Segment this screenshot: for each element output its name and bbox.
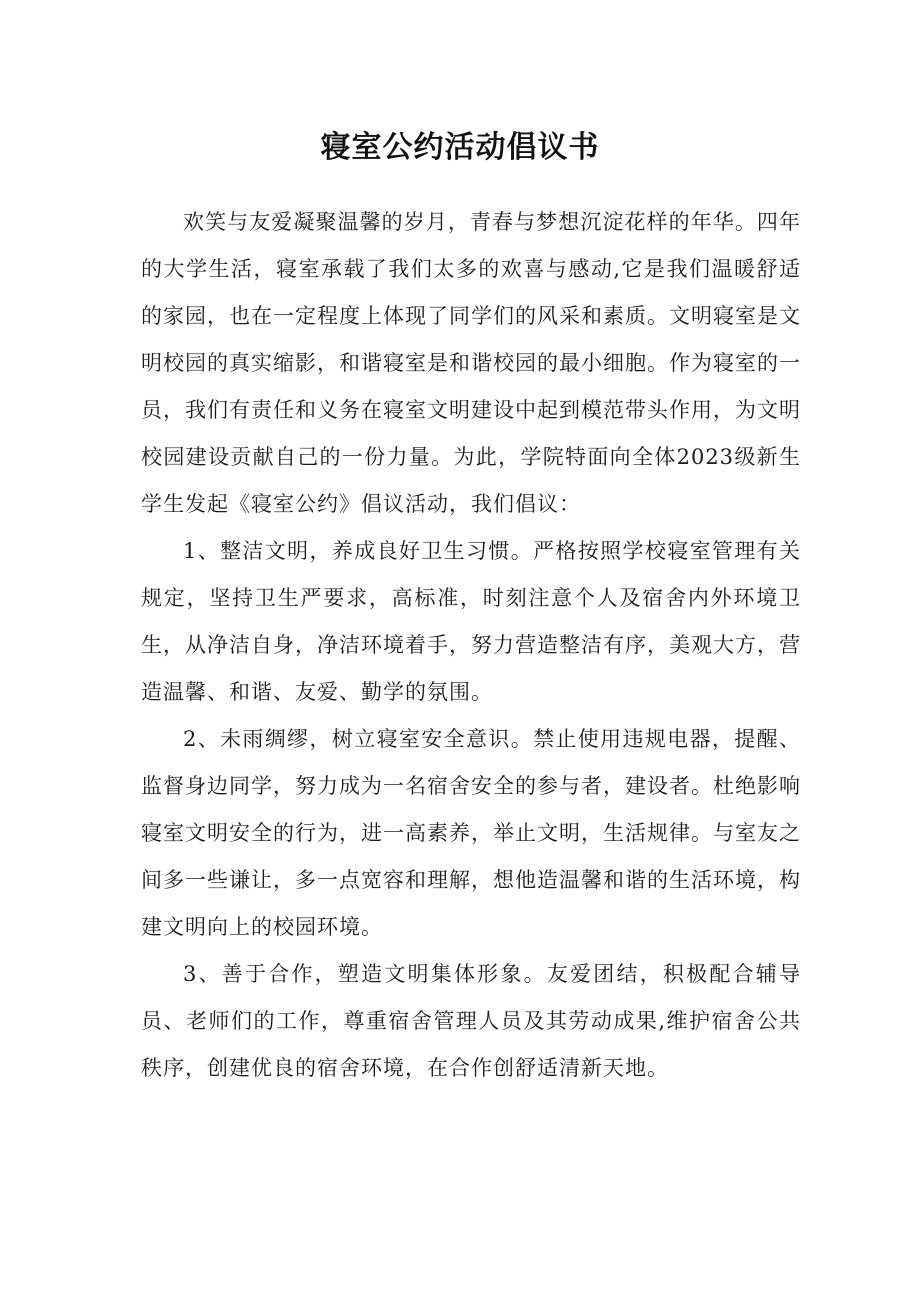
document-body [141,199,801,1092]
paragraph-item-1: 1、整洁文明，养成良好卫生习惯。严格按照学校寝室管理有关规定，坚持卫生严要求，高标准，时刻注意个人及宿舍内外环境卫生，从净洁自身，净洁环境着手，努力营造整洁有序，美观大方，营造温馨、和谐、友爱、勤学的氛围。 [141,539,801,704]
document-title: 寝室公约活动倡议书 [320,130,600,165]
paragraph-intro: 欢笑与友爱凝聚温馨的岁月，青春与梦想沉淀花样的年华。四年的大学生活，寝室承载了我们太多的欢喜与感动,它是我们温暖舒适的家园，也在一定程度上体现了同学们的风采和素质。文明寝室是文明校园的真实缩影，和谐寝室是和谐校园的最小细胞。作为寝室的一员，我们有责任和义务在寝室文明建设中起到模范带头作用，为文明校园建设贡献自己的一份力量。为此，学院特面向全体2023级新生学生发起《寝室公约》倡议活动，我们倡议： [141,210,801,516]
paragraph-item-2: 2、未雨绸缪，树立寝室安全意识。禁止使用违规电器，提醒、监督身边同学，努力成为一名宿舍安全的参与者，建设者。杜绝影响寝室文明安全的行为，进一高素养，举止文明，生活规律。与室友之间多一些谦让，多一点宽容和理解，想他造温馨和谐的生活环境，构建文明向上的校园环境。 [141,727,801,939]
paragraph-item-3: 3、善于合作，塑造文明集体形象。友爱团结，积极配合辅导员、老师们的工作，尊重宿舍管理人员及其劳动成果,维护宿舍公共秩序，创建优良的宿舍环境，在合作创舒适清新天地。 [141,962,801,1080]
